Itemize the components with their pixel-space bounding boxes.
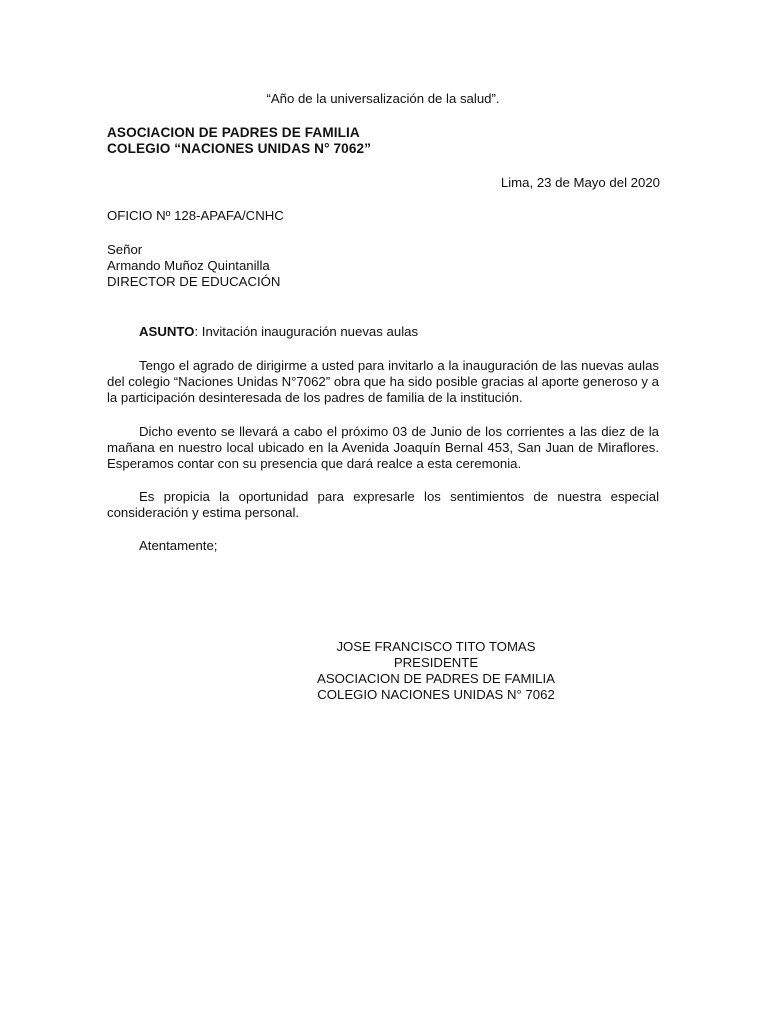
signature-organization: ASOCIACION DE PADRES DE FAMILIA	[317, 671, 555, 686]
body-paragraph: Es propicia la oportunidad para expresarle los sentimientos de nuestra especial consideración y estima personal.	[107, 489, 659, 520]
signature-school: COLEGIO NACIONES UNIDAS N° 7062	[317, 687, 555, 702]
body-paragraph: Tengo el agrado de dirigirme a usted para invitarlo a la inauguración de las nuevas aulas del colegio “Naciones Unidas N°7062” obra que ha sido posible gracias al aporte generoso y a la participación desinteresada de los padres de familia de la institución.	[107, 358, 659, 405]
recipient-salutation: Señor	[107, 242, 143, 257]
closing-phrase: Atentamente;	[139, 538, 218, 553]
document-reference: OFICIO Nº 128-APAFA/CNHC	[107, 208, 284, 223]
signature-role: PRESIDENTE	[393, 655, 479, 670]
sender-organization: ASOCIACION DE PADRES DE FAMILIA	[107, 125, 360, 140]
subject-line	[139, 324, 418, 340]
sender-school: COLEGIO “NACIONES UNIDAS N° 7062”	[107, 141, 372, 156]
subject-label: ASUNTO	[139, 324, 195, 339]
recipient-name: Armando Muñoz Quintanilla	[107, 258, 270, 273]
signature-name: JOSE FRANCISCO TITO TOMAS	[336, 639, 536, 654]
letter-motto: “Año de la universalización de la salud”.	[266, 91, 500, 106]
subject-text: : Invitación inauguración nuevas aulas	[194, 324, 419, 339]
recipient-title: DIRECTOR DE EDUCACIÓN	[107, 274, 281, 289]
body-paragraph: Dicho evento se llevará a cabo el próximo 03 de Junio de los corrientes a las diez de la mañana en nuestro local ubicado en la Avenida Joaquín Bernal 453, San Juan de Miraflores. Esperamos contar con su presencia que dará realce a esta ceremonia.	[107, 424, 659, 471]
place-date: Lima, 23 de Mayo del 2020	[500, 175, 660, 190]
